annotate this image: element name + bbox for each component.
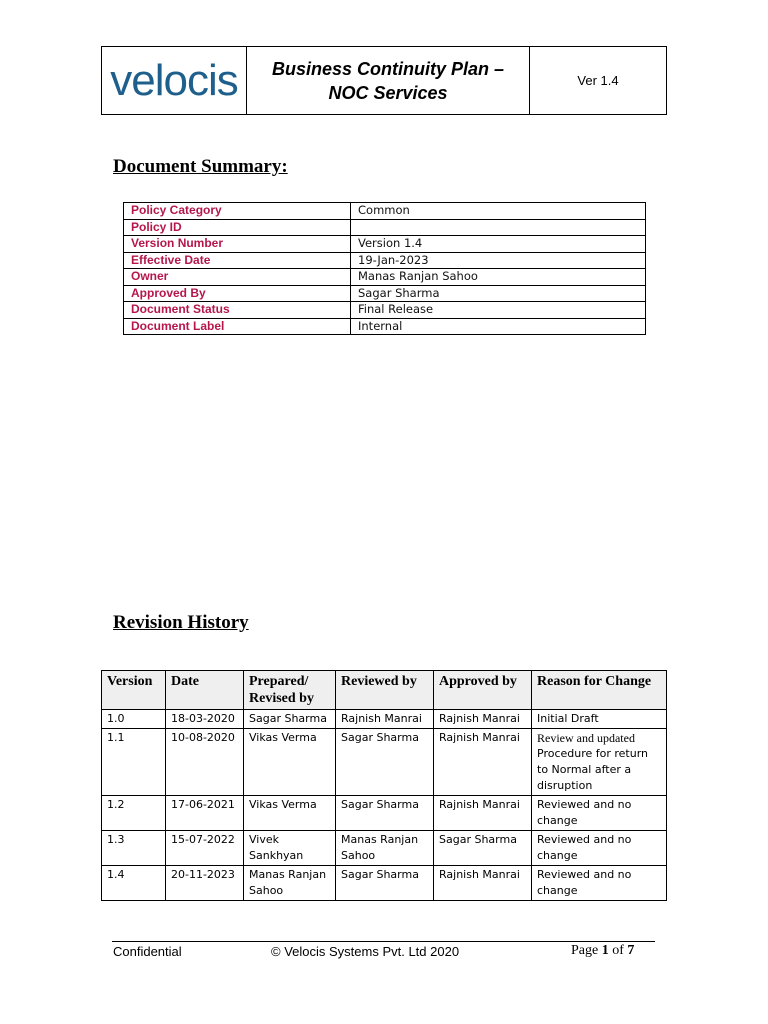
summary-value: Common	[351, 203, 646, 220]
cell-approved: Rajnish Manrai	[434, 796, 532, 831]
table-row	[102, 729, 667, 796]
reason-text: Procedure for return to Normal after a disruption	[537, 747, 649, 792]
logo-cell	[102, 47, 247, 115]
cell-version: 1.0	[102, 710, 166, 729]
cell-prepared: Sagar Sharma	[244, 710, 336, 729]
table-row	[102, 831, 667, 866]
summary-key: Approved By	[124, 285, 351, 302]
title-line-2: NOC Services	[328, 82, 448, 103]
reason-text: Reviewed and no change	[537, 798, 632, 827]
cell-date: 15-07-2022	[166, 831, 244, 866]
summary-key: Owner	[124, 269, 351, 286]
cell-reason	[532, 796, 667, 831]
cell-reviewed: Manas Ranjan Sahoo	[336, 831, 434, 866]
column-header-reviewed: Reviewed by	[336, 671, 434, 710]
reason-text: Initial Draft	[537, 712, 599, 725]
revision-history-table	[101, 670, 667, 901]
document-summary-heading: Document Summary:	[113, 156, 288, 177]
table-row	[102, 866, 667, 901]
summary-key: Version Number	[124, 236, 351, 253]
velocis-logo: velocis	[110, 55, 238, 105]
cell-prepared: Vivek Sankhyan	[244, 831, 336, 866]
cell-reason	[532, 866, 667, 901]
summary-value: Version 1.4	[351, 236, 646, 253]
cell-approved: Rajnish Manrai	[434, 710, 532, 729]
summary-key: Policy ID	[124, 219, 351, 236]
summary-row	[124, 302, 646, 319]
cell-prepared: Manas Ranjan Sahoo	[244, 866, 336, 901]
cell-reason	[532, 710, 667, 729]
column-header-version: Version	[102, 671, 166, 710]
cell-reviewed: Sagar Sharma	[336, 729, 434, 796]
summary-value: 19-Jan-2023	[351, 252, 646, 269]
footer-confidential: Confidential	[113, 944, 182, 959]
document-title	[247, 47, 530, 115]
cell-prepared: Vikas Verma	[244, 729, 336, 796]
reason-text: Reviewed and no change	[537, 868, 632, 897]
summary-key: Document Label	[124, 318, 351, 335]
cell-prepared: Vikas Verma	[244, 796, 336, 831]
cell-version: 1.4	[102, 866, 166, 901]
cell-date: 10-08-2020	[166, 729, 244, 796]
summary-value: Final Release	[351, 302, 646, 319]
summary-row	[124, 203, 646, 220]
cell-approved: Sagar Sharma	[434, 831, 532, 866]
footer-divider	[112, 941, 655, 942]
column-header-reason: Reason for Change	[532, 671, 667, 710]
summary-value: Manas Ranjan Sahoo	[351, 269, 646, 286]
footer-page-number	[571, 943, 634, 959]
column-header-prepared: Prepared/ Revised by	[244, 671, 336, 710]
summary-row	[124, 236, 646, 253]
summary-row	[124, 269, 646, 286]
cell-version: 1.3	[102, 831, 166, 866]
cell-reason	[532, 831, 667, 866]
table-header-row	[102, 671, 667, 710]
cell-date: 18-03-2020	[166, 710, 244, 729]
summary-row	[124, 318, 646, 335]
cell-reviewed: Sagar Sharma	[336, 796, 434, 831]
summary-key: Effective Date	[124, 252, 351, 269]
cell-approved: Rajnish Manrai	[434, 866, 532, 901]
table-row	[102, 796, 667, 831]
cell-approved: Rajnish Manrai	[434, 729, 532, 796]
page-current: 1	[601, 943, 609, 958]
reason-text: Reviewed and no change	[537, 833, 632, 862]
title-line-1: Business Continuity Plan –	[271, 58, 505, 79]
cell-reviewed: Rajnish Manrai	[336, 710, 434, 729]
cell-version: 1.2	[102, 796, 166, 831]
summary-table	[123, 202, 646, 335]
reason-text: Review and updated	[537, 731, 635, 745]
page-mid: of	[608, 943, 628, 958]
cell-reviewed: Sagar Sharma	[336, 866, 434, 901]
summary-value: Internal	[351, 318, 646, 335]
summary-key: Document Status	[124, 302, 351, 319]
revision-history-heading: Revision History	[113, 612, 249, 633]
cell-reason	[532, 729, 667, 796]
cell-version: 1.1	[102, 729, 166, 796]
summary-key: Policy Category	[124, 203, 351, 220]
summary-value: Sagar Sharma	[351, 285, 646, 302]
summary-row	[124, 285, 646, 302]
column-header-date: Date	[166, 671, 244, 710]
summary-row	[124, 252, 646, 269]
version-label: Ver 1.4	[530, 47, 667, 115]
summary-row	[124, 219, 646, 236]
table-row	[102, 710, 667, 729]
page-total: 7	[627, 943, 635, 958]
document-header	[101, 46, 667, 115]
cell-date: 20-11-2023	[166, 866, 244, 901]
column-header-approved: Approved by	[434, 671, 532, 710]
footer-copyright: © Velocis Systems Pvt. Ltd 2020	[271, 944, 460, 959]
cell-date: 17-06-2021	[166, 796, 244, 831]
summary-value	[351, 219, 646, 236]
page-prefix: Page	[571, 943, 602, 958]
